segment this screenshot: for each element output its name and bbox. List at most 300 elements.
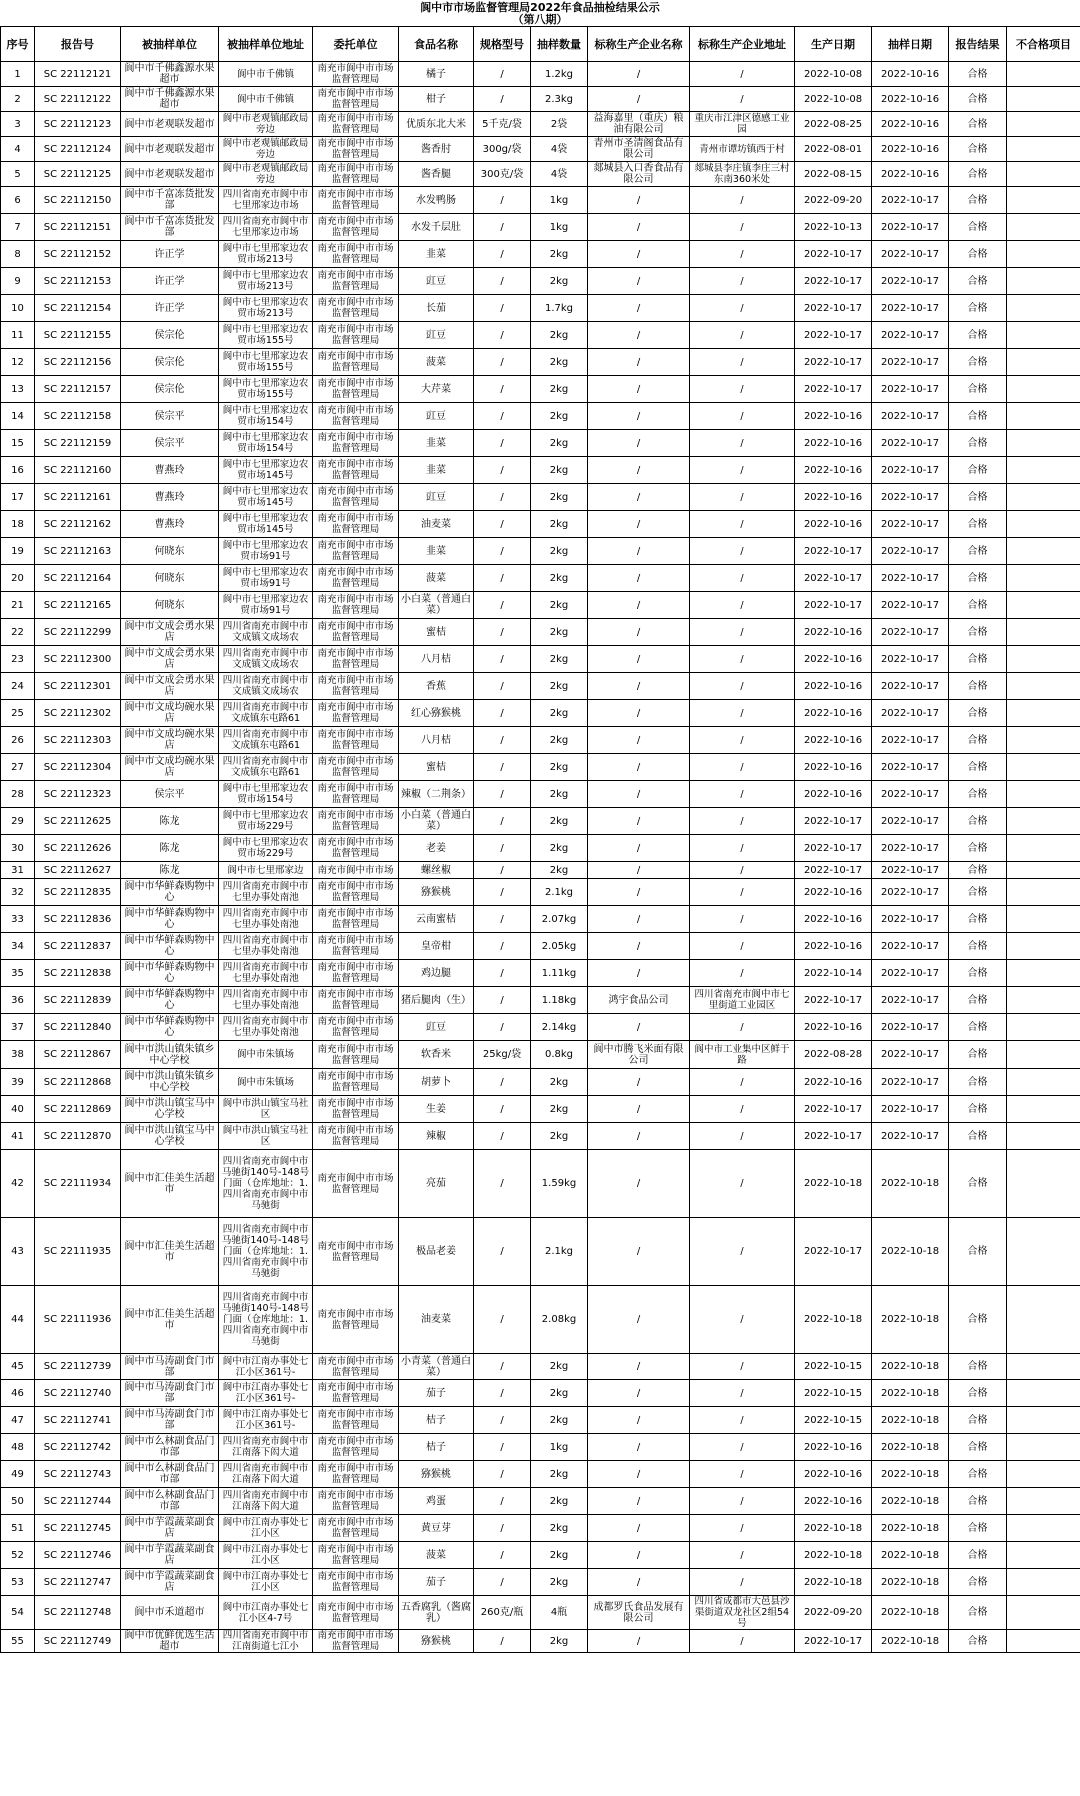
- col-sampling-date-cell: 2022-10-16: [872, 62, 949, 87]
- col-failed-items-cell: [1007, 1630, 1080, 1653]
- col-sampling-date-cell: 2022-10-17: [872, 835, 949, 862]
- col-index-cell: 48: [1, 1434, 35, 1461]
- col-sampled-address-cell: 阆中市七里邢家边农贸市场229号: [219, 808, 313, 835]
- table-header-row: [1, 27, 1080, 62]
- col-sampling-date-cell: 2022-10-17: [872, 1014, 949, 1041]
- col-manufacturer-address-cell: /: [690, 1461, 795, 1488]
- col-failed-items-cell: [1007, 1461, 1080, 1488]
- col-manufacturer-address-cell: 阆中市工业集中区鲜于路: [690, 1041, 795, 1069]
- col-sampled-address-cell: 阆中市七里邢家边农贸市场213号: [219, 268, 313, 295]
- col-food-name-cell: 蜜桔: [399, 619, 474, 646]
- col-production-date-cell: 2022-10-15: [795, 1407, 872, 1434]
- col-entrusting-unit-cell: 南充市阆中市市场监督管理局: [313, 162, 399, 187]
- col-production-date-cell: 2022-10-16: [795, 1069, 872, 1096]
- col-spec-cell: /: [474, 646, 531, 673]
- col-food-name-cell: 辣椒（二荆条）: [399, 781, 474, 808]
- col-failed-items-cell: [1007, 1096, 1080, 1123]
- col-entrusting-unit-cell: 南充市阆中市市场监督管理局: [313, 1096, 399, 1123]
- col-failed-items-cell: [1007, 1150, 1080, 1218]
- col-sampling-date-cell: 2022-10-17: [872, 376, 949, 403]
- col-production-date-cell: 2022-10-17: [795, 1096, 872, 1123]
- col-spec-cell: /: [474, 700, 531, 727]
- col-sampled-unit-cell: 侯宗平: [121, 403, 219, 430]
- col-spec-cell: /: [474, 322, 531, 349]
- col-entrusting-unit-cell: 南充市阆中市市场监督管理局: [313, 137, 399, 162]
- col-manufacturer-address-cell: /: [690, 1515, 795, 1542]
- col-index-header: 序号: [1, 27, 35, 62]
- col-manufacturer-cell: /: [588, 1286, 690, 1354]
- col-failed-items-cell: [1007, 835, 1080, 862]
- col-result-cell: 合格: [949, 565, 1007, 592]
- col-manufacturer-cell: /: [588, 1542, 690, 1569]
- col-report-no-cell: SC 22112300: [35, 646, 121, 673]
- col-result-cell: 合格: [949, 987, 1007, 1014]
- col-result-cell: 合格: [949, 295, 1007, 322]
- col-spec-cell: /: [474, 619, 531, 646]
- col-result-cell: 合格: [949, 879, 1007, 906]
- col-sampled-address-cell: 四川省南充市阆中市江南落下闳大道: [219, 1461, 313, 1488]
- col-sampled-address-cell: 四川省南充市阆中市马驰街140号-148号门面（仓库地址：1.四川省南充市阆中市马驰街: [219, 1286, 313, 1354]
- col-manufacturer-cell: /: [588, 673, 690, 700]
- col-sampling-date-cell: 2022-10-18: [872, 1488, 949, 1515]
- col-failed-items-cell: [1007, 592, 1080, 619]
- col-entrusting-unit-cell: 南充市阆中市市场监督管理局: [313, 754, 399, 781]
- col-failed-items-cell: [1007, 376, 1080, 403]
- table-row: [1, 835, 1080, 862]
- col-food-name-cell: 菠菜: [399, 1542, 474, 1569]
- col-failed-items-cell: [1007, 906, 1080, 933]
- col-food-name-cell: 桔子: [399, 1407, 474, 1434]
- col-index-cell: 35: [1, 960, 35, 987]
- col-failed-items-cell: [1007, 619, 1080, 646]
- table-row: [1, 1488, 1080, 1515]
- col-sampled-unit-cell: 阆中市禾道超市: [121, 1596, 219, 1630]
- table-row: [1, 1515, 1080, 1542]
- col-food-name-cell: 韭菜: [399, 457, 474, 484]
- table-row: [1, 214, 1080, 241]
- col-result-cell: 合格: [949, 808, 1007, 835]
- col-manufacturer-cell: /: [588, 1630, 690, 1653]
- col-manufacturer-cell: /: [588, 187, 690, 214]
- col-food-name-cell: 软香米: [399, 1041, 474, 1069]
- col-index-cell: 44: [1, 1286, 35, 1354]
- col-sampled-address-cell: 四川省南充市阆中市七里办事处南池: [219, 987, 313, 1014]
- col-spec-cell: /: [474, 1354, 531, 1380]
- col-sampling-date-cell: 2022-10-17: [872, 1069, 949, 1096]
- col-failed-items-cell: [1007, 1515, 1080, 1542]
- col-report-no-cell: SC 22112744: [35, 1488, 121, 1515]
- col-entrusting-unit-header: 委托单位: [313, 27, 399, 62]
- col-failed-items-cell: [1007, 565, 1080, 592]
- table-row: [1, 987, 1080, 1014]
- col-sampled-unit-cell: 侯宗平: [121, 781, 219, 808]
- col-manufacturer-cell: /: [588, 1096, 690, 1123]
- col-sampling-date-cell: 2022-10-18: [872, 1596, 949, 1630]
- col-sampled-unit-cell: 阆中市老观联发超市: [121, 112, 219, 137]
- col-result-cell: 合格: [949, 241, 1007, 268]
- col-manufacturer-cell: 青州市圣清阁食品有限公司: [588, 137, 690, 162]
- col-food-name-cell: 螺丝椒: [399, 862, 474, 879]
- col-sampling-date-cell: 2022-10-17: [872, 906, 949, 933]
- col-entrusting-unit-cell: 南充市阆中市市场监督管理局: [313, 592, 399, 619]
- col-spec-cell: /: [474, 808, 531, 835]
- col-quantity-cell: 2kg: [531, 1569, 588, 1596]
- col-entrusting-unit-cell: 南充市阆中市市场监督管理局: [313, 1434, 399, 1461]
- col-failed-items-cell: [1007, 646, 1080, 673]
- col-failed-items-cell: [1007, 112, 1080, 137]
- col-manufacturer-address-cell: /: [690, 700, 795, 727]
- col-spec-cell: /: [474, 214, 531, 241]
- col-sampled-address-cell: 阆中市七里邢家边农贸市场154号: [219, 403, 313, 430]
- col-sampled-address-cell: 四川省南充市阆中市七里办事处南池: [219, 1014, 313, 1041]
- col-index-cell: 41: [1, 1123, 35, 1150]
- col-production-date-header: 生产日期: [795, 27, 872, 62]
- col-food-name-cell: 八月桔: [399, 646, 474, 673]
- col-food-name-cell: 红心猕猴桃: [399, 700, 474, 727]
- col-food-name-cell: 小白菜（普通白菜）: [399, 808, 474, 835]
- col-manufacturer-cell: /: [588, 430, 690, 457]
- col-sampled-unit-cell: 阆中市芋霞蔬菜副食店: [121, 1569, 219, 1596]
- col-entrusting-unit-cell: 南充市阆中市市场监督管理局: [313, 1014, 399, 1041]
- col-result-cell: 合格: [949, 1150, 1007, 1218]
- col-sampled-address-cell: 阆中市老观镇邮政局旁边: [219, 137, 313, 162]
- col-entrusting-unit-cell: 南充市阆中市市场监督管理局: [313, 376, 399, 403]
- col-quantity-cell: 2kg: [531, 1542, 588, 1569]
- col-spec-cell: /: [474, 592, 531, 619]
- col-failed-items-cell: [1007, 808, 1080, 835]
- col-food-name-cell: 优质东北大米: [399, 112, 474, 137]
- col-result-cell: 合格: [949, 960, 1007, 987]
- col-manufacturer-address-cell: 重庆市江津区德感工业园: [690, 112, 795, 137]
- table-row: [1, 538, 1080, 565]
- col-manufacturer-address-cell: /: [690, 1380, 795, 1407]
- col-index-cell: 34: [1, 933, 35, 960]
- col-food-name-cell: 豇豆: [399, 1014, 474, 1041]
- col-sampled-address-cell: 阆中市七里邢家边农贸市场145号: [219, 511, 313, 538]
- col-sampled-address-cell: 阆中市江南办事处七江小区: [219, 1515, 313, 1542]
- col-sampled-unit-cell: 曹燕玲: [121, 484, 219, 511]
- col-report-no-cell: SC 22112840: [35, 1014, 121, 1041]
- col-production-date-cell: 2022-10-16: [795, 403, 872, 430]
- col-quantity-cell: 2kg: [531, 700, 588, 727]
- col-food-name-cell: 小白菜（普通白菜）: [399, 592, 474, 619]
- col-manufacturer-cell: /: [588, 1014, 690, 1041]
- col-sampling-date-cell: 2022-10-18: [872, 1434, 949, 1461]
- col-report-no-cell: SC 22112153: [35, 268, 121, 295]
- col-production-date-cell: 2022-10-15: [795, 1354, 872, 1380]
- col-report-no-cell: SC 22112123: [35, 112, 121, 137]
- col-entrusting-unit-cell: 南充市阆中市市场监督管理局: [313, 295, 399, 322]
- col-index-cell: 11: [1, 322, 35, 349]
- col-result-cell: 合格: [949, 187, 1007, 214]
- col-manufacturer-cell: /: [588, 349, 690, 376]
- col-manufacturer-cell: /: [588, 933, 690, 960]
- col-entrusting-unit-cell: 南充市阆中市市场监督管理局: [313, 1542, 399, 1569]
- col-manufacturer-address-cell: /: [690, 673, 795, 700]
- col-result-cell: 合格: [949, 430, 1007, 457]
- col-manufacturer-cell: /: [588, 781, 690, 808]
- col-food-name-cell: 水发千层肚: [399, 214, 474, 241]
- col-report-no-cell: SC 22112156: [35, 349, 121, 376]
- table-row: [1, 1434, 1080, 1461]
- col-failed-items-cell: [1007, 87, 1080, 112]
- col-sampled-address-cell: 阆中市七里邢家边农贸市场155号: [219, 376, 313, 403]
- col-manufacturer-cell: /: [588, 1069, 690, 1096]
- col-entrusting-unit-cell: 南充市阆中市市场监督管理局: [313, 906, 399, 933]
- col-sampled-address-cell: 四川省南充市阆中市七里办事处南池: [219, 933, 313, 960]
- col-sampled-unit-cell: 阆中市文成均碗水果店: [121, 754, 219, 781]
- col-result-cell: 合格: [949, 1014, 1007, 1041]
- col-sampling-date-cell: 2022-10-17: [872, 214, 949, 241]
- col-sampled-unit-cell: 何晓东: [121, 538, 219, 565]
- col-report-no-cell: SC 22112152: [35, 241, 121, 268]
- col-sampled-address-cell: 阆中市七里邢家边农贸市场154号: [219, 430, 313, 457]
- table-row: [1, 62, 1080, 87]
- col-index-cell: 54: [1, 1596, 35, 1630]
- col-sampling-date-cell: 2022-10-17: [872, 592, 949, 619]
- table-row: [1, 162, 1080, 187]
- col-failed-items-cell: [1007, 1286, 1080, 1354]
- col-spec-cell: /: [474, 349, 531, 376]
- col-sampled-address-cell: 四川省南充市阆中市七里办事处南池: [219, 960, 313, 987]
- col-sampled-address-cell: 四川省南充市阆中市文成镇东屯路61: [219, 754, 313, 781]
- col-quantity-cell: 4袋: [531, 162, 588, 187]
- table-row: [1, 137, 1080, 162]
- col-failed-items-cell: [1007, 1407, 1080, 1434]
- col-manufacturer-address-cell: /: [690, 835, 795, 862]
- col-report-no-cell: SC 22112302: [35, 700, 121, 727]
- col-production-date-cell: 2022-10-15: [795, 1380, 872, 1407]
- col-spec-cell: /: [474, 62, 531, 87]
- col-sampled-address-cell: 四川省南充市阆中市文成镇东屯路61: [219, 727, 313, 754]
- col-manufacturer-address-cell: /: [690, 906, 795, 933]
- col-sampled-unit-cell: 陈龙: [121, 835, 219, 862]
- col-entrusting-unit-cell: 南充市阆中市市场监督管理局: [313, 1569, 399, 1596]
- col-sampled-address-cell: 四川省南充市阆中市江南街道七江小: [219, 1630, 313, 1653]
- col-manufacturer-cell: /: [588, 1488, 690, 1515]
- col-sampling-date-cell: 2022-10-17: [872, 322, 949, 349]
- col-sampled-address-header: 被抽样单位地址: [219, 27, 313, 62]
- col-sampling-date-cell: 2022-10-17: [872, 673, 949, 700]
- table-row: [1, 906, 1080, 933]
- col-manufacturer-cell: /: [588, 538, 690, 565]
- col-manufacturer-address-cell: /: [690, 646, 795, 673]
- col-failed-items-cell: [1007, 781, 1080, 808]
- table-row: [1, 646, 1080, 673]
- col-quantity-cell: 2kg: [531, 1488, 588, 1515]
- col-sampling-date-cell: 2022-10-18: [872, 1542, 949, 1569]
- table-row: [1, 1069, 1080, 1096]
- col-manufacturer-cell: /: [588, 214, 690, 241]
- col-sampled-address-cell: 阆中市七里邢家边农贸市场155号: [219, 349, 313, 376]
- col-quantity-cell: 1.59kg: [531, 1150, 588, 1218]
- col-sampling-date-cell: 2022-10-18: [872, 1630, 949, 1653]
- table-row: [1, 700, 1080, 727]
- col-index-cell: 24: [1, 673, 35, 700]
- col-entrusting-unit-cell: 南充市阆中市市场监督管理局: [313, 1069, 399, 1096]
- col-result-cell: 合格: [949, 835, 1007, 862]
- col-sampling-date-cell: 2022-10-17: [872, 700, 949, 727]
- col-failed-items-header: 不合格项目: [1007, 27, 1080, 62]
- col-food-name-cell: 桔子: [399, 1434, 474, 1461]
- col-failed-items-cell: [1007, 960, 1080, 987]
- col-sampled-unit-cell: 阆中市千佛鑫源水果超市: [121, 62, 219, 87]
- table-row: [1, 1596, 1080, 1630]
- col-entrusting-unit-cell: 南充市阆中市市场监督管理局: [313, 987, 399, 1014]
- table-row: [1, 484, 1080, 511]
- col-production-date-cell: 2022-10-16: [795, 754, 872, 781]
- col-manufacturer-address-cell: /: [690, 268, 795, 295]
- col-production-date-cell: 2022-10-17: [795, 1630, 872, 1653]
- col-manufacturer-cell: 益海嘉里（重庆）粮油有限公司: [588, 112, 690, 137]
- col-production-date-cell: 2022-10-14: [795, 960, 872, 987]
- col-production-date-cell: 2022-10-18: [795, 1542, 872, 1569]
- col-failed-items-cell: [1007, 1380, 1080, 1407]
- col-quantity-cell: 2kg: [531, 565, 588, 592]
- col-result-cell: 合格: [949, 1069, 1007, 1096]
- col-report-no-cell: SC 22111936: [35, 1286, 121, 1354]
- col-failed-items-cell: [1007, 673, 1080, 700]
- col-sampled-unit-cell: 阆中市华鲜森购物中心: [121, 879, 219, 906]
- col-spec-cell: /: [474, 430, 531, 457]
- col-report-no-cell: SC 22112304: [35, 754, 121, 781]
- col-sampling-date-cell: 2022-10-17: [872, 727, 949, 754]
- col-entrusting-unit-cell: 南充市阆中市市场监督管理局: [313, 808, 399, 835]
- col-report-no-cell: SC 22112839: [35, 987, 121, 1014]
- col-quantity-cell: 2kg: [531, 403, 588, 430]
- col-index-cell: 25: [1, 700, 35, 727]
- col-sampled-address-cell: 四川省南充市阆中市文成镇文成场农: [219, 619, 313, 646]
- col-failed-items-cell: [1007, 1542, 1080, 1569]
- col-production-date-cell: 2022-10-16: [795, 781, 872, 808]
- col-spec-cell: /: [474, 376, 531, 403]
- col-spec-cell: /: [474, 933, 531, 960]
- col-food-name-cell: 菠菜: [399, 565, 474, 592]
- table-row: [1, 268, 1080, 295]
- col-result-cell: 合格: [949, 727, 1007, 754]
- col-manufacturer-address-cell: /: [690, 1354, 795, 1380]
- col-sampling-date-cell: 2022-10-16: [872, 162, 949, 187]
- col-sampled-address-cell: 四川省南充市阆中市七里办事处南池: [219, 906, 313, 933]
- col-food-name-cell: 极品老姜: [399, 1218, 474, 1286]
- col-index-cell: 33: [1, 906, 35, 933]
- col-sampled-address-cell: 阆中市江南办事处七江小区361号-: [219, 1354, 313, 1380]
- col-spec-cell: 300g/袋: [474, 137, 531, 162]
- col-manufacturer-address-cell: /: [690, 1096, 795, 1123]
- col-result-cell: 合格: [949, 1286, 1007, 1354]
- col-spec-cell: /: [474, 1096, 531, 1123]
- col-production-date-cell: 2022-09-20: [795, 187, 872, 214]
- col-quantity-cell: 2kg: [531, 1630, 588, 1653]
- col-entrusting-unit-cell: 南充市阆中市市场监督管理局: [313, 214, 399, 241]
- table-row: [1, 1380, 1080, 1407]
- col-index-cell: 29: [1, 808, 35, 835]
- col-sampled-unit-cell: 阆中市汇佳美生活超市: [121, 1150, 219, 1218]
- col-index-cell: 20: [1, 565, 35, 592]
- col-sampling-date-cell: 2022-10-18: [872, 1286, 949, 1354]
- col-sampled-unit-cell: 阆中市汇佳美生活超市: [121, 1218, 219, 1286]
- col-index-cell: 22: [1, 619, 35, 646]
- col-entrusting-unit-cell: 南充市阆中市市场监督管理局: [313, 646, 399, 673]
- col-failed-items-cell: [1007, 430, 1080, 457]
- col-quantity-cell: 2kg: [531, 322, 588, 349]
- col-sampled-address-cell: 阆中市七里邢家边农贸市场91号: [219, 565, 313, 592]
- col-manufacturer-address-cell: /: [690, 187, 795, 214]
- table-row: [1, 430, 1080, 457]
- col-manufacturer-cell: /: [588, 808, 690, 835]
- table-row: [1, 112, 1080, 137]
- col-quantity-cell: 2.14kg: [531, 1014, 588, 1041]
- col-report-no-cell: SC 22112836: [35, 906, 121, 933]
- col-food-name-cell: 酱香肘: [399, 137, 474, 162]
- col-production-date-cell: 2022-08-15: [795, 162, 872, 187]
- col-failed-items-cell: [1007, 1569, 1080, 1596]
- col-index-cell: 17: [1, 484, 35, 511]
- col-sampled-unit-cell: 阆中市千富冻货批发部: [121, 214, 219, 241]
- col-food-name-cell: 豇豆: [399, 268, 474, 295]
- col-manufacturer-address-cell: /: [690, 511, 795, 538]
- col-manufacturer-cell: /: [588, 727, 690, 754]
- col-failed-items-cell: [1007, 241, 1080, 268]
- col-production-date-cell: 2022-10-16: [795, 1434, 872, 1461]
- col-sampled-address-cell: 阆中市七里邢家边农贸市场145号: [219, 457, 313, 484]
- col-sampled-unit-cell: 阆中市汇佳美生活超市: [121, 1286, 219, 1354]
- col-sampled-unit-cell: 侯宗伦: [121, 376, 219, 403]
- col-entrusting-unit-cell: 南充市阆中市市场监督管理局: [313, 403, 399, 430]
- table-row: [1, 1014, 1080, 1041]
- col-sampled-address-cell: 四川省南充市阆中市马驰街140号-148号门面（仓库地址：1.四川省南充市阆中市马驰街: [219, 1218, 313, 1286]
- col-manufacturer-address-cell: /: [690, 808, 795, 835]
- col-spec-cell: 260克/瓶: [474, 1596, 531, 1630]
- col-manufacturer-address-cell: /: [690, 727, 795, 754]
- col-production-date-cell: 2022-10-17: [795, 538, 872, 565]
- col-spec-cell: /: [474, 1630, 531, 1653]
- col-sampling-date-cell: 2022-10-17: [872, 619, 949, 646]
- col-result-cell: 合格: [949, 592, 1007, 619]
- table-row: [1, 349, 1080, 376]
- col-manufacturer-cell: /: [588, 62, 690, 87]
- col-report-no-cell: SC 22112121: [35, 62, 121, 87]
- col-sampled-address-cell: 阆中市七里邢家边农贸市场155号: [219, 322, 313, 349]
- col-report-no-cell: SC 22112745: [35, 1515, 121, 1542]
- col-manufacturer-address-cell: /: [690, 1218, 795, 1286]
- col-index-cell: 21: [1, 592, 35, 619]
- col-result-cell: 合格: [949, 137, 1007, 162]
- col-quantity-cell: 1kg: [531, 1434, 588, 1461]
- col-result-cell: 合格: [949, 538, 1007, 565]
- col-index-cell: 1: [1, 62, 35, 87]
- col-index-cell: 23: [1, 646, 35, 673]
- col-manufacturer-address-cell: /: [690, 457, 795, 484]
- col-index-cell: 43: [1, 1218, 35, 1286]
- col-sampled-address-cell: 阆中市七里邢家边农贸市场154号: [219, 781, 313, 808]
- col-index-cell: 55: [1, 1630, 35, 1653]
- col-manufacturer-cell: /: [588, 484, 690, 511]
- col-report-no-cell: SC 22112299: [35, 619, 121, 646]
- col-index-cell: 37: [1, 1014, 35, 1041]
- col-sampled-address-cell: 四川省南充市阆中市七里办事处南池: [219, 879, 313, 906]
- col-entrusting-unit-cell: 南充市阆中市市场监督管理局: [313, 322, 399, 349]
- col-sampled-address-cell: 阆中市七里邢家边农贸市场91号: [219, 592, 313, 619]
- col-quantity-cell: 2kg: [531, 862, 588, 879]
- col-failed-items-cell: [1007, 1488, 1080, 1515]
- col-quantity-cell: 2kg: [531, 619, 588, 646]
- col-production-date-cell: 2022-10-18: [795, 1515, 872, 1542]
- col-report-no-cell: SC 22112124: [35, 137, 121, 162]
- col-sampling-date-cell: 2022-10-17: [872, 646, 949, 673]
- col-quantity-cell: 1.11kg: [531, 960, 588, 987]
- col-index-cell: 10: [1, 295, 35, 322]
